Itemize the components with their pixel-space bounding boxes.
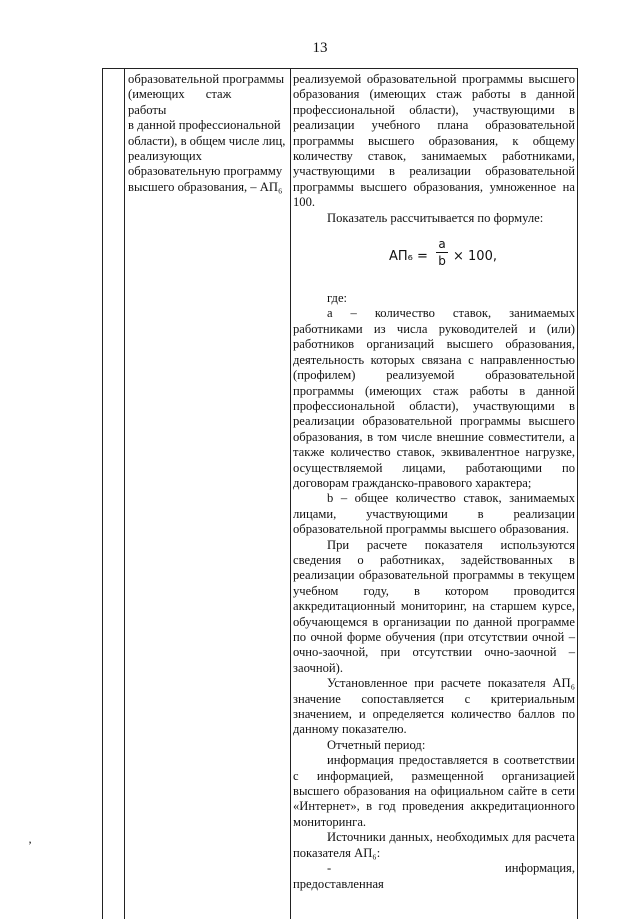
column-divider	[124, 69, 125, 919]
formula-rhs: × 100,	[453, 249, 497, 265]
indicator-line: реализующих	[128, 149, 202, 164]
page-number: 13	[312, 40, 328, 56]
indicator-line-text: (имеющих стаж работы	[128, 87, 232, 117]
description-intro: реализуемой образовательной программы высшего образования (имеющих стаж работы в данной профессиональной области), участвующими в реализации учебного плана образовательной программы высшего образования, к общему количеству ставок, занимаемых работниками, участвующими в реализации образовательной программы высшего образования, умноженное на 100.	[293, 72, 575, 210]
criteria-table	[102, 68, 578, 919]
sources-label: Источники данных, необходимых для расчета показателя АП₆:	[293, 830, 575, 860]
indicator-description-cell	[293, 72, 575, 892]
definition-b: b – общее количество ставок, занимаемых лицами, участвующими в реализации образовательной программы высшего образования.	[293, 491, 575, 537]
comparison-note: Установленное при расчете показателя АП₆ значение сопоставляется с критериальным значением, и определяется количество баллов по данному показателю.	[293, 676, 575, 737]
indicator-line: в данной профессиональной	[128, 118, 281, 133]
sources-item: - информация, предоставленная	[293, 861, 575, 891]
indicator-name-cell	[128, 72, 288, 195]
indicator-line: области), в общем числе лиц,	[128, 133, 286, 148]
indicator-line: образовательную программу	[128, 164, 283, 179]
where-label: где:	[327, 291, 348, 306]
margin-mark: ’	[28, 838, 32, 852]
formula-denominator: b	[438, 254, 446, 269]
formula-intro: Показатель рассчитывается по формуле:	[327, 210, 544, 225]
period-text: информация предоставляется в соответствии с информацией, размещенной организацией высшего образования на официальном сайте в сети «Интернет», в год проведения аккредитационного мониторинга.	[293, 753, 575, 829]
formula	[293, 237, 575, 277]
formula-lhs: АП₆ =	[389, 249, 428, 265]
indicator-line: образовательной программы	[128, 72, 285, 86]
formula-numerator: a	[438, 237, 446, 252]
formula-fraction	[436, 237, 448, 268]
column-divider	[290, 69, 291, 919]
fraction-bar	[436, 252, 448, 253]
indicator-line: высшего образования, – АП₆	[128, 179, 283, 194]
period-label: Отчетный период:	[327, 737, 426, 752]
calculation-note: При расчете показателя используются сведения о работниках, задействованных в реализации образовательной программы в текущем учебном году, в котором проводится аккредитационный мониторинг, на старшем курсе, обучающемся в организации по данной программе по очной форме обучения (при отсутствии очной – очно-заочной, при отсутствии очно-заочной – заочной).	[293, 537, 575, 675]
definition-a: a – количество ставок, занимаемых работниками из числа руководителей и (или) работников организаций высшего образования, деятельность которых связана с направленностью (профилем) реализуемой образовательной программы (имеющих стаж работы в данной профессиональной области), участвующими в реализации образовательной программы высшего образования, в том числе внешние совместители, а также количество ставок, эквивалентное нагрузке, осуществляемой лицами, работающими по договорам гражданско-правового характера;	[293, 306, 575, 490]
indicator-line	[128, 87, 288, 118]
